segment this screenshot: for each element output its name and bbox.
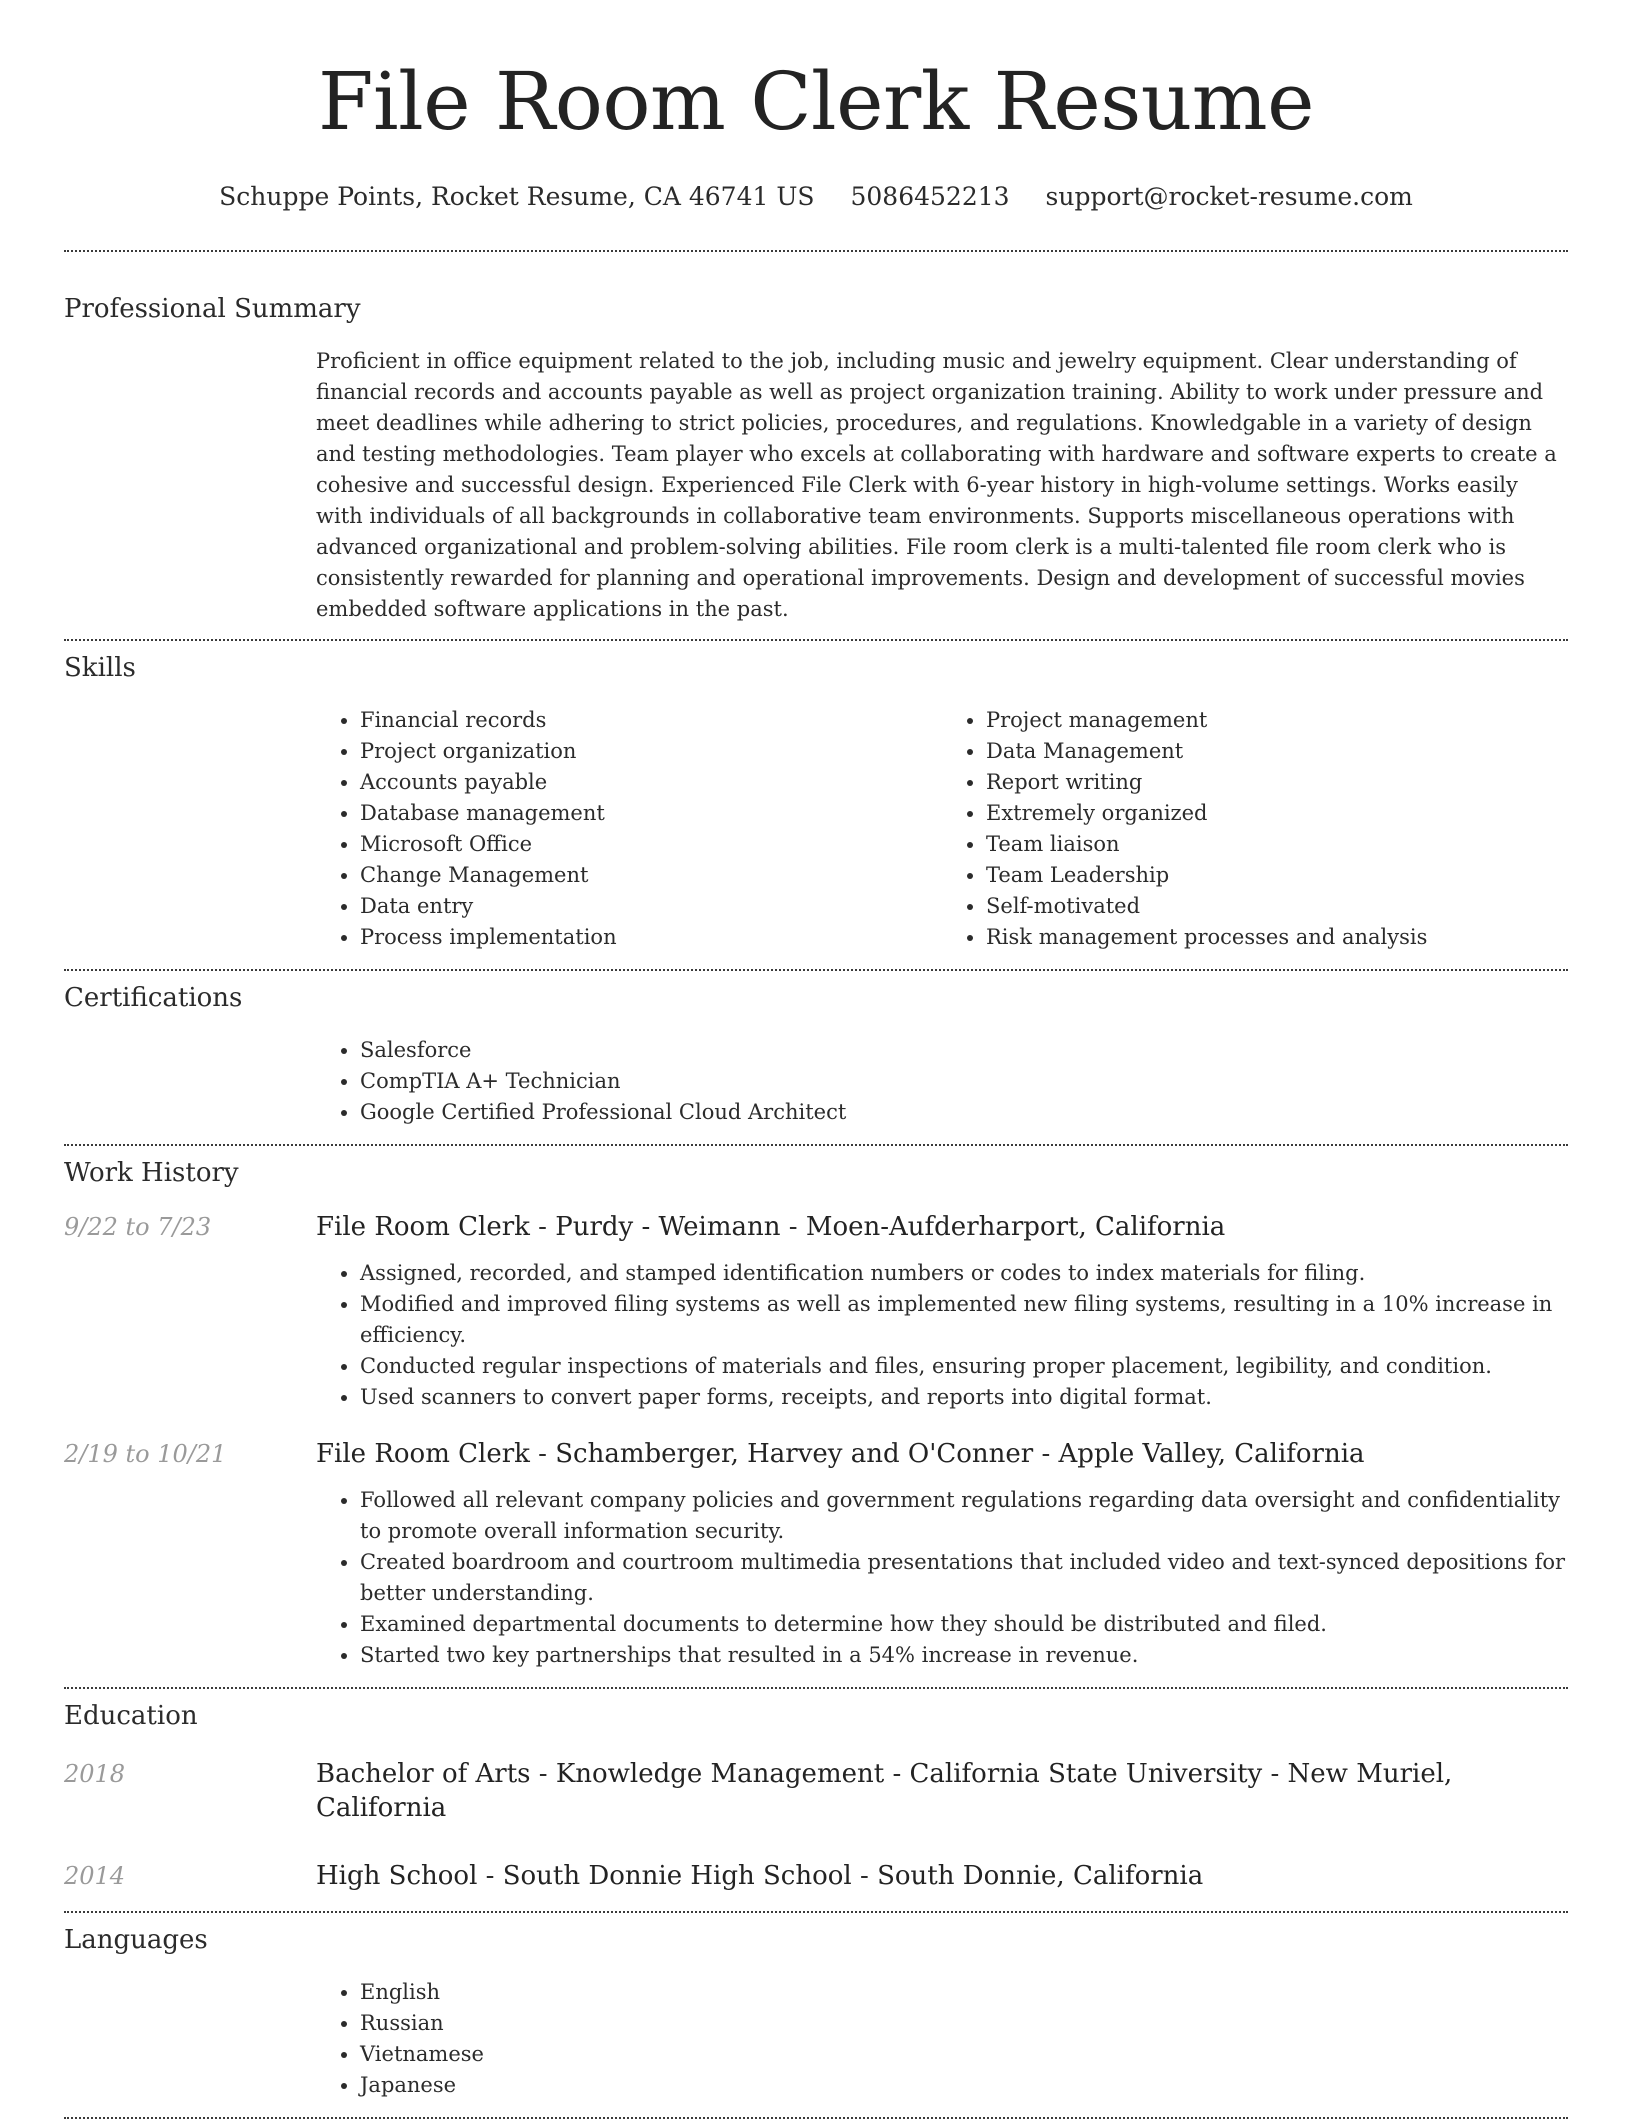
certification-item: • Salesforce	[360, 1035, 1568, 1066]
skill-item: • Database management	[360, 798, 942, 829]
section-divider	[64, 1144, 1568, 1146]
skill-item: • Extremely organized	[986, 798, 1568, 829]
education-school: South Donnie High School	[502, 1861, 852, 1891]
job-company: Purdy - Weimann	[555, 1212, 781, 1242]
section-heading-work-history: Work History	[64, 1158, 239, 1188]
job-company: Schamberger, Harvey and O'Conner	[555, 1439, 1034, 1469]
languages-list	[316, 1977, 1568, 2101]
skill-item: • Report writing	[986, 767, 1568, 798]
skill-item: • Team liaison	[986, 829, 1568, 860]
section-divider	[64, 639, 1568, 641]
section-heading-skills: Skills	[64, 653, 136, 683]
certifications-block	[316, 1035, 1568, 1128]
skill-item: • Team Leadership	[986, 860, 1568, 891]
job-entry	[64, 1210, 1568, 1244]
section-divider	[64, 250, 1568, 252]
job-bullet: • Followed all relevant company policies and government regulations regarding data oversight and confidentiality to promote overall information security.	[360, 1485, 1568, 1547]
skill-item: • Project organization	[360, 736, 942, 767]
job-dates: 9/22 to 7/23	[64, 1213, 212, 1241]
skill-item: • Accounts payable	[360, 767, 942, 798]
education-degree: High School	[316, 1861, 478, 1891]
education-entry	[64, 1859, 1568, 1893]
job-bullets-block	[316, 1485, 1568, 1671]
skill-item: • Process implementation	[360, 922, 942, 953]
job-location: Moen-Aufderharport, California	[805, 1212, 1226, 1242]
contact-line	[64, 180, 1568, 214]
section-divider	[64, 1687, 1568, 1689]
section-heading-certifications: Certifications	[64, 983, 243, 1013]
education-heading: Bachelor of Arts - Knowledge Management - California State University - New Muriel, California	[316, 1759, 1453, 1823]
languages-block	[316, 1977, 1568, 2101]
education-year: 2018	[64, 1760, 126, 1788]
job-bullet: • Used scanners to convert paper forms, receipts, and reports into digital format.	[360, 1382, 1568, 1413]
job-location: Apple Valley, California	[1058, 1439, 1365, 1469]
section-heading-education: Education	[64, 1701, 198, 1731]
language-item: • Vietnamese	[360, 2039, 1568, 2070]
skill-item: • Change Management	[360, 860, 942, 891]
skill-item: • Data entry	[360, 891, 942, 922]
skills-list-right	[942, 705, 1568, 953]
job-heading: File Room Clerk - Schamberger, Harvey and O'Conner - Apple Valley, California	[316, 1439, 1365, 1469]
section-heading-languages: Languages	[64, 1925, 208, 1955]
certifications-list	[316, 1035, 1568, 1128]
skill-item: • Project management	[986, 705, 1568, 736]
contact-address: Schuppe Points, Rocket Resume, CA 46741 US	[219, 182, 815, 211]
skills-columns	[316, 705, 1568, 953]
language-item: • English	[360, 1977, 1568, 2008]
job-bullet: • Examined departmental documents to determine how they should be distributed and filed.	[360, 1609, 1568, 1640]
job-dates: 2/19 to 10/21	[64, 1440, 227, 1468]
job-heading: File Room Clerk - Purdy - Weimann - Moen-Aufderharport, California	[316, 1212, 1226, 1242]
section-divider	[64, 969, 1568, 971]
education-heading: High School - South Donnie High School - South Donnie, California	[316, 1861, 1204, 1891]
job-bullet: • Created boardroom and courtroom multimedia presentations that included video and text-synced depositions for better understanding.	[360, 1547, 1568, 1609]
education-entry	[64, 1757, 1568, 1825]
education-location: South Donnie, California	[877, 1861, 1204, 1891]
section-heading-summary: Professional Summary	[64, 294, 361, 324]
skill-item: • Data Management	[986, 736, 1568, 767]
contact-phone: 5086452213	[850, 182, 1010, 211]
job-bullets	[316, 1258, 1568, 1413]
resume-page	[64, 0, 1568, 2119]
job-title: File Room Clerk	[316, 1212, 530, 1242]
job-bullet: • Conducted regular inspections of materials and files, ensuring proper placement, legibility, and condition.	[360, 1351, 1568, 1382]
summary-text: Proficient in office equipment related to the job, including music and jewelry equipment. Clear understanding of financial records and accounts payable as well as project organization training. Ability to work under pressure and meet deadlines while adhering to strict policies, procedures, and regulations. Knowledgable in a variety of design and testing methodologies. Team player who excels at collaborating with hardware and software experts to create a cohesive and successful design. Experienced File Clerk with 6-year history in high-volume settings. Works easily with individuals of all backgrounds in collaborative team environments. Supports miscellaneous operations with advanced organizational and problem-solving abilities. File room clerk is a multi-talented file room clerk who is consistently rewarded for planning and operational improvements. Design and development of successful movies embedded software applications in the past.	[316, 349, 1557, 621]
job-entry	[64, 1437, 1568, 1471]
certification-item: • CompTIA A+ Technician	[360, 1066, 1568, 1097]
language-item: • Japanese	[360, 2070, 1568, 2101]
job-title: File Room Clerk	[316, 1439, 530, 1469]
education-field: Knowledge Management	[555, 1759, 885, 1789]
skills-list-left	[316, 705, 942, 953]
education-year: 2014	[64, 1862, 126, 1890]
education-school: California State University	[909, 1759, 1263, 1789]
skill-item: • Microsoft Office	[360, 829, 942, 860]
job-bullet: • Modified and improved filing systems as well as implemented new filing systems, resulting in a 10% increase in efficiency.	[360, 1289, 1568, 1351]
resume-title: File Room Clerk Resume	[318, 55, 1314, 148]
contact-email: support@rocket-resume.com	[1045, 182, 1413, 211]
skill-item: • Risk management processes and analysis	[986, 922, 1568, 953]
job-bullet: • Assigned, recorded, and stamped identification numbers or codes to index materials for filing.	[360, 1258, 1568, 1289]
skill-item: • Self-motivated	[986, 891, 1568, 922]
education-degree: Bachelor of Arts	[316, 1759, 531, 1789]
section-divider	[64, 1911, 1568, 1913]
skill-item: • Financial records	[360, 705, 942, 736]
job-bullets	[316, 1485, 1568, 1671]
job-bullet: • Started two key partnerships that resulted in a 54% increase in revenue.	[360, 1640, 1568, 1671]
education-location: New Muriel, California	[316, 1759, 1453, 1823]
certification-item: • Google Certified Professional Cloud Architect	[360, 1097, 1568, 1128]
language-item: • Russian	[360, 2008, 1568, 2039]
job-bullets-block	[316, 1258, 1568, 1413]
